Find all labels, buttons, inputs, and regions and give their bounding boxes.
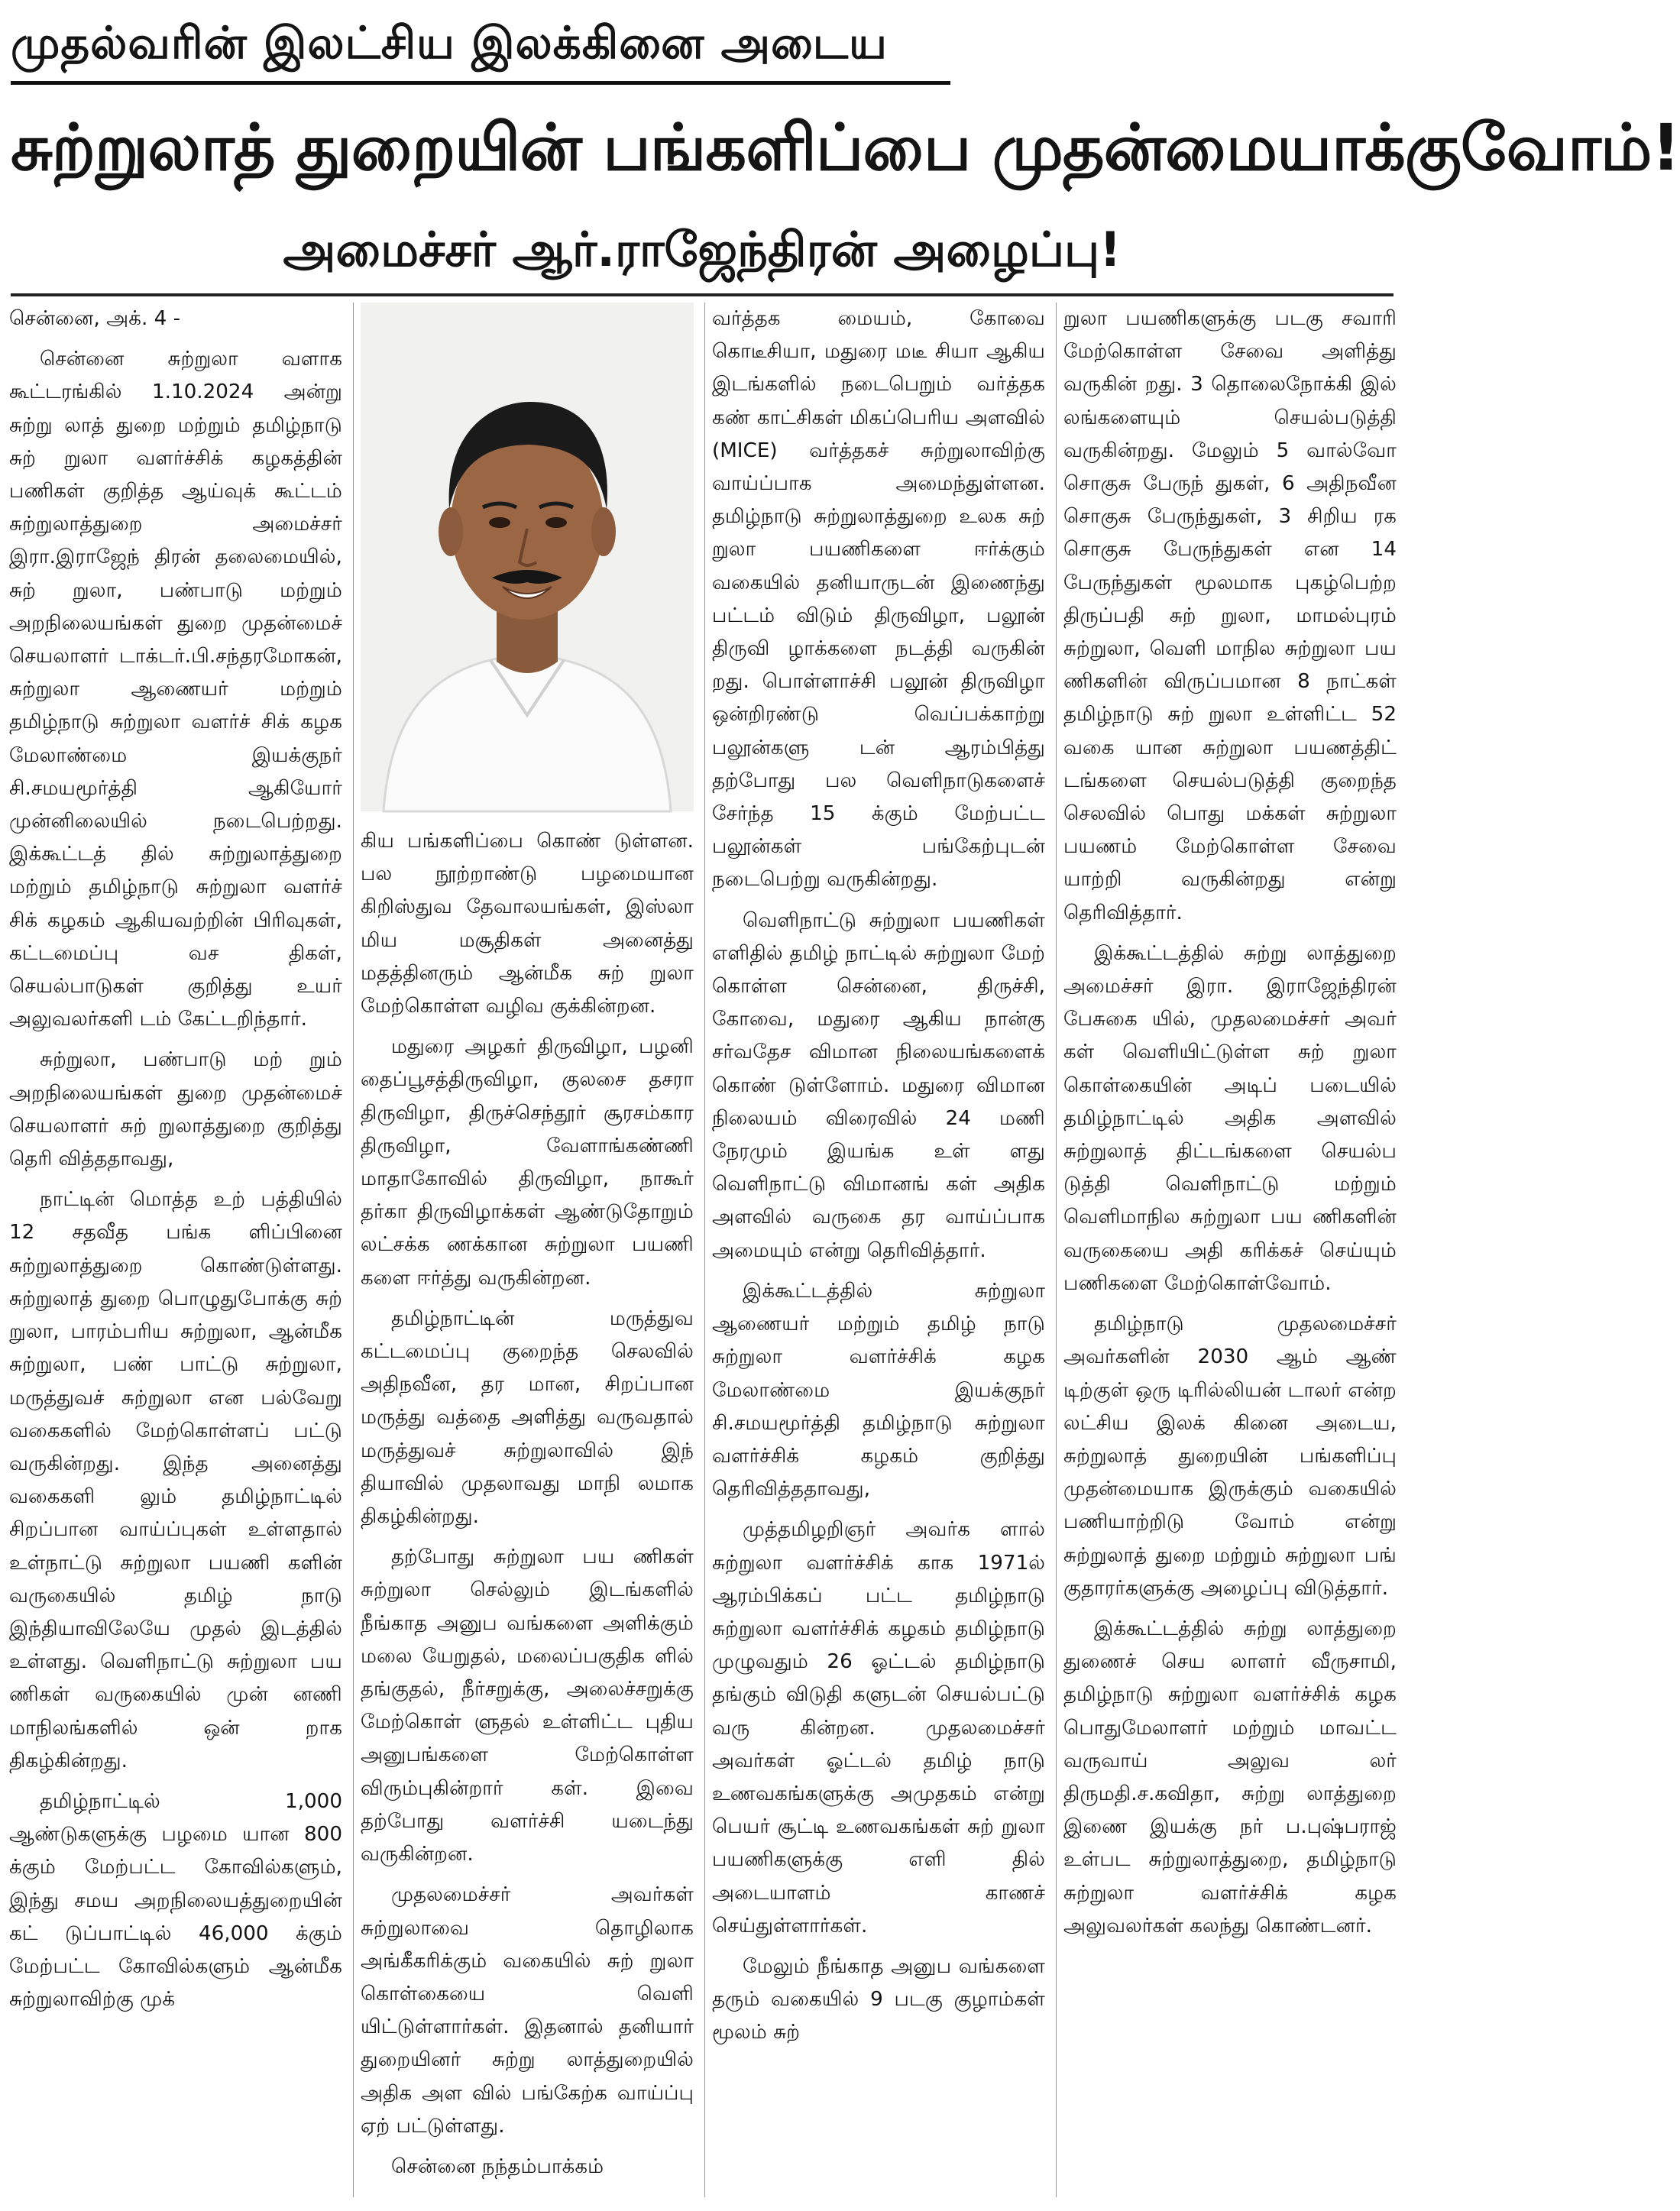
article-paragraph: நாட்டின் மொத்த உற் பத்தியில் 12 சதவீத பங்க ளிப்பினை சுற்றுலாத்துறை கொண்டுள்ளது. சுற்றுலாத் துறை பொழுதுபோக்கு சுற் றுலா, பாரம்பரிய சுற்றுலா, ஆன்மீக சுற்றுலா, பண் பாட்டு சுற்றுலா, மருத்துவச் சுற்றுலா என பல்வேறு வகைகளில் மேற்கொள்ளப் பட்டு வருகின்றது. இந்த அனைத்து வகைகளி லும் தமிழ்நாட்டில் சிறப்பான வாய்ப்புகள் உள்ளதால் உள்நாட்டு சுற்றுலா பயணி களின் வருகையில் தமிழ் நாடு இந்தியாவிலேயே முதல் இடத்தில் உள்ளது. வெளிநாட்டு சுற்றுலா பய ணிகள் வருகையில் முன் னணி மாநிலங்களில் ஒன் றாக திகழ்கின்றது. [9,1188,342,1772]
minister-photo [361,303,694,811]
article-paragraph: தமிழ்நாட்டின் மருத்துவ கட்டமைப்பு குறைந்த செலவில் அதிநவீன, தர மான, சிறப்பான மருத்து வத்தை அளித்து வருவதால் மருத்துவச் சுற்றுலாவில் இந் தியாவில் முதலாவது மாநி லமாக திகழ்கின்றது. [361,1306,694,1529]
article-paragraph: சென்னை நந்தம்பாக்கம் [391,2154,604,2178]
column-divider [1056,303,1057,2197]
minister-portrait-icon [361,303,694,811]
article-paragraph: வர்த்தக மையம், கோவை கொடீசியா, மதுரை மடீ சியா ஆகிய இடங்களில் நடைபெறும் வர்த்தக கண் காட்சிகள் மிகப்பெரிய அளவில் (MICE) வர்த்தகச் சுற்றுலாவிற்கு வாய்ப்பாக அமைந்துள்ளன. தமிழ்நாடு சுற்றுலாத்துறை உலக சுற் றுலா பயணிகளை ஈர்க்கும் வகையில் தனியாருடன் இணைந்து பட்டம் விடும் திருவிழா, பலூன் திருவி ழாக்களை நடத்தி வருகின் றது. பொள்ளாச்சி பலூன் திருவிழா ஒன்றிரண்டு வெப்பக்காற்று பலூன்களு டன் ஆரம்பித்து தற்போது பல வெளிநாடுகளைச் சேர்ந்த 15 க்கும் மேற்பட்ட பலூன்கள் பங்கேற்புடன் நடைபெற்று வருகின்றது. [712,307,1045,892]
article-paragraph: தமிழ்நாட்டில் 1,000 ஆண்டுகளுக்கு பழமை யான 800 க்கும் மேற்பட்ட கோவில்களும், இந்து சமய அறநிலையத்துறையின் கட் டுப்பாட்டில் 46,000 க்கும் மேற்பட்ட கோவில்களும் ஆன்மீக சுற்றுலாவிற்கு முக் [9,1789,342,2012]
article-paragraph: முதலமைச்சர் அவர்கள் சுற்றுலாவை தொழிலாக அங்கீகரிக்கும் வகையில் சுற் றுலா கொள்கையை வெளி யிட்டுள்ளார்கள். இதனால் தனியார் துறையினர் சுற்று லாத்துறையில் அதிக அள வில் பங்கேற்க வாய்ப்பு ஏற் பட்டுள்ளது. [361,1883,694,2138]
article-paragraph: சென்னை சுற்றுலா வளாக கூட்டரங்கில் 1.10.2024 அன்று சுற்று லாத் துறை மற்றும் தமிழ்நாடு சுற் றுலா வளர்ச்சிக் கழகத்தின் பணிகள் குறித்த ஆய்வுக் கூட்டம் சுற்றுலாத்துறை அமைச்சர் இரா.இராஜேந் திரன் தலைமையில், சுற் றுலா, பண்பாடு மற்றும் அறநிலையங்கள் துறை முதன்மைச் செயலாளர் டாக்டர்.பி.சந்தரமோகன், சுற்றுலா ஆணையர் மற்றும் தமிழ்நாடு சுற்றுலா வளர்ச் சிக் கழக மேலாண்மை இயக்குநர் சி.சமயமூர்த்தி ஆகியோர் முன்னிலையில் நடைபெற்றது. இக்கூட்டத் தில் சுற்றுலாத்துறை மற்றும் தமிழ்நாடு சுற்றுலா வளர்ச் சிக் கழகம் ஆகியவற்றின் பிரிவுகள், கட்டமைப்பு வச திகள், செயல்பாடுகள் குறித்து உயர் அலுவலர்களி டம் கேட்டறிந்தார். [9,348,342,1031]
article-column-1 [9,303,342,2205]
kicker-strip [11,11,950,85]
subheadline: அமைச்சர் ஆர்.ராஜேந்திரன் அழைப்பு! [283,222,1122,277]
article-paragraph: தற்போது சுற்றுலா பய ணிகள் சுற்றுலா செல்லும் இடங்களில் நீங்காத அனுப வங்களை அளிக்கும் மலை யேறுதல், மலைப்பகுதிக ளில் தங்குதல், நீர்சறுக்கு, அலைச்சறுக்கு மேற்கொள் ளுதல் உள்ளிட்ட புதிய அனுபங்களை மேற்கொள்ள விரும்புகின்றார் கள். இவை தற்போது வளர்ச்சி யடைந்து வருகின்றன. [361,1546,694,1866]
article-column-4 [1063,303,1397,2205]
article-paragraph: இக்கூட்டத்தில் சுற்று லாத்துறை துணைச் செய லாளர் வீருசாமி, தமிழ்நாடு சுற்றுலா வளர்ச்சிக் கழக பொதுமேலாளர் மற்றும் மாவட்ட வருவாய் அலுவ லர் திருமதி.ச.கவிதா, சுற்று லாத்துறை இணை இயக்கு நர் ப.புஷ்பராஜ் உள்பட சுற்றுலாத்துறை, தமிழ்நாடு சுற்றுலா வளர்ச்சிக் கழக அலுவலர்கள் கலந்து கொண்டனர். [1063,1617,1397,1937]
kicker-text: முதல்வரின் இலட்சிய இலக்கினை அடைய [11,17,888,69]
article-paragraph: தமிழ்நாடு முதலமைச்சர் அவர்களின் 2030 ஆம் ஆண் டிற்குள் ஒரு டிரில்லியன் டாலர் என்ற லட்சிய இலக் கினை அடைய, சுற்றுலாத் துறையின் பங்களிப்பு முதன்மையாக இருக்கும் வகையில் பணியாற்றிடு வோம் என்று சுற்றுலாத் துறை மற்றும் சுற்றுலா பங் குதாரர்களுக்கு அழைப்பு விடுத்தார். [1063,1313,1397,1600]
article-paragraph: வெளிநாட்டு சுற்றுலா பயணிகள் எளிதில் தமிழ் நாட்டில் சுற்றுலா மேற் கொள்ள சென்னை, திருச்சி, கோவை, மதுரை ஆகிய நான்கு சர்வதேச விமான நிலையங்களைக் கொண் டுள்ளோம். மதுரை விமான நிலையம் விரைவில் 24 மணி நேரமும் இயங்க உள் ளது வெளிநாட்டு விமானங் கள் அதிக அளவில் வருகை தர வாய்ப்பாக அமையும் என்று தெரிவித்தார். [712,908,1045,1262]
article-column-2 [361,825,694,2205]
header-rule [11,293,1394,296]
article-paragraph: மதுரை அழகர் திருவிழா, பழனி தைப்பூசத்திருவிழா, குலசை தசரா திருவிழா, திருச்செந்தூர் சூரசம்கார திருவிழா, வேளாங்கண்ணி மாதாகோவில் திருவிழா, நாகூர் தர்கா திருவிழாக்கள் ஆண்டுதோறும் லட்சக்க ணக்கான சுற்றுலா பயணி களை ஈர்த்து வருகின்றன. [361,1035,694,1290]
headline: சுற்றுலாத் துறையின் பங்களிப்பை முதன்மையாக்குவோம்! [11,110,1680,185]
article-paragraph: றுலா பயணிகளுக்கு படகு சவாரி மேற்கொள்ள சேவை அளித்து வருகின் றது. 3 தொலைநோக்கி இல் லங்களையும் செயல்படுத்தி வருகின்றது. மேலும் 5 வால்வோ சொகுசு பேருந் துகள், 6 அதிநவீன சொகுசு பேருந்துகள், 3 சிறிய ரக சொகுசு பேருந்துகள் என 14 பேருந்துகள் மூலமாக புகழ்பெற்ற திருப்பதி சுற் றுலா, மாமல்புரம் சுற்றுலா, வெளி மாநில சுற்றுலா பய ணிகளின் விருப்பமான 8 நாட்கள் தமிழ்நாடு சுற் றுலா உள்ளிட்ட 52 வகை யான சுற்றுலா பயணத்திட் டங்களை செயல்படுத்தி குறைந்த செலவில் பொது மக்கள் சுற்றுலா பயணம் மேற்கொள்ள சேவை யாற்றி வருகின்றது என்று தெரிவித்தார். [1063,307,1397,924]
article-paragraph: மேலும் நீங்காத அனுப வங்களை தரும் வகையில் 9 படகு குழாம்கள் மூலம் சுற் [712,1954,1045,2044]
article-paragraph: இக்கூட்டத்தில் சுற்று லாத்துறை அமைச்சர் இரா. இராஜேந்திரன் பேசுகை யில், முதலமைச்சர் அவர் கள் வெளியிட்டுள்ள சுற் றுலா கொள்கையின் அடிப் படையில் தமிழ்நாட்டில் அதிக அளவில் சுற்றுலாத் திட்டங்களை செயல்ப டுத்தி வெளிநாட்டு மற்றும் வெளிமாநில சுற்றுலா பய ணிகளின் வருகையை அதி கரிக்கச் செய்யும் பணிகளை மேற்கொள்வோம். [1063,941,1397,1295]
article-paragraph: கிய பங்களிப்பை கொண் டுள்ளன. பல நூற்றாண்டு பழமையான கிறிஸ்துவ தேவாலயங்கள், இஸ்லா மிய மசூதிகள் அனைத்து மதத்தினரும் ஆன்மீக சுற் றுலா மேற்கொள்ள வழிவ குக்கின்றன. [361,830,694,1018]
article-column-3 [712,303,1045,2205]
column-divider [704,303,705,2197]
article-paragraph: முத்தமிழறிஞர் அவர்க ளால் சுற்றுலா வளர்ச்சிக் காக 1971ல் ஆரம்பிக்கப் பட்ட தமிழ்நாடு சுற்றுலா வளர்ச்சிக் கழகம் தமிழ்நாடு முழுவதும் 26 ஓட்டல் தமிழ்நாடு தங்கும் விடுதி களுடன் செயல்பட்டு வரு கின்றன. முதலமைச்சர் அவர்கள் ஓட்டல் தமிழ் நாடு உணவகங்களுக்கு அமுதகம் என்று பெயர் சூட்டி உணவகங்கள் சுற் றுலா பயணிகளுக்கு எளி தில் அடையாளம் காணச் செய்துள்ளார்கள். [712,1518,1045,1937]
column-divider [353,303,354,2197]
article-paragraph: இக்கூட்டத்தில் சுற்றுலா ஆணையர் மற்றும் தமிழ் நாடு சுற்றுலா வளர்ச்சிக் கழக மேலாண்மை இயக்குநர் சி.சமயமூர்த்தி தமிழ்நாடு சுற்றுலா வளர்ச்சிக் கழகம் குறித்து தெரிவித்ததாவது, [712,1279,1045,1501]
article-paragraph: சுற்றுலா, பண்பாடு மற் றும் அறநிலையங்கள் துறை முதன்மைச் செயலாளர் சுற் றுலாத்துறை குறித்து தெரி வித்ததாவது, [9,1048,342,1171]
dateline: சென்னை, அக். 4 - [9,307,181,330]
